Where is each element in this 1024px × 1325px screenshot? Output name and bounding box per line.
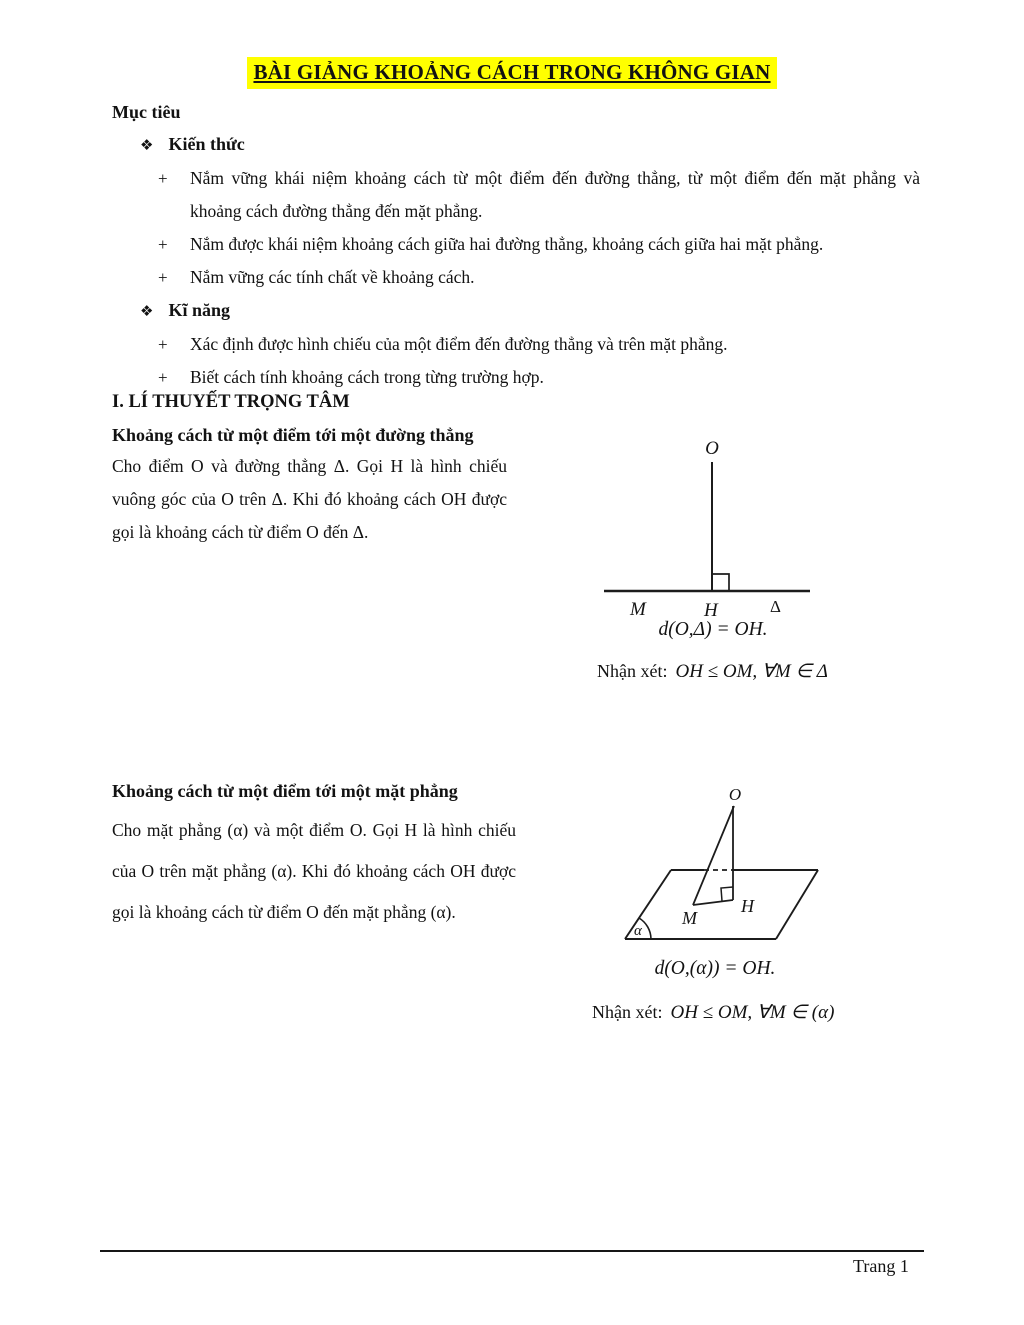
point-label-M: M [630,599,646,620]
section1-body: Cho điểm O và đường thẳng Δ. Gọi H là hình chiếu vuông góc của O trên Δ. Khi đó khoảng cách OH được gọi là khoảng cách từ điểm O đến Δ. [112,456,507,542]
point-to-plane-figure [598,776,846,968]
footer-divider [100,1250,924,1252]
objectives-heading: Mục tiêu [112,102,181,122]
diagram-point-to-line [588,430,828,627]
point-label-M: M [682,908,697,928]
right-angle-marker [721,887,733,901]
section1-title: Khoảng cách từ một điểm tới một đường thẳng [112,425,474,445]
list-item-text: Nắm vững khái niệm khoảng cách từ một điểm đến đường thẳng, từ một điểm đến mặt phẳng và khoảng cách đường thẳng đến mặt phẳng. [190,168,920,221]
plane-label-alpha: α [634,923,642,939]
point-label-O: O [705,438,719,459]
right-angle-marker [712,574,729,591]
list-item-text: Biết cách tính khoảng cách trong từng trường hợp. [190,367,544,387]
point-label-H: H [704,600,718,621]
point-label-H: H [741,896,754,916]
diamond-bullet-icon: ❖ [140,136,154,154]
note-label: Nhận xét: [597,661,668,681]
theory-heading: I. LÍ THUYẾT TRỌNG TÂM [112,392,350,412]
plus-marker: + [158,268,168,287]
plus-marker: + [158,368,168,387]
point-to-line-figure [588,430,828,622]
group-title-label: Kĩ năng [168,300,230,320]
formula-distance-point-line: d(O,Δ) = OH. [658,619,768,640]
list-item-text: Nắm được khái niệm khoảng cách giữa hai đường thẳng, khoảng cách giữa hai mặt phẳng. [190,234,824,254]
note-math: OH ≤ OM, ∀M ∈ (α) [670,1002,835,1023]
page-title: BÀI GIẢNG KHOẢNG CÁCH TRONG KHÔNG GIAN [247,57,776,89]
list-item [140,162,920,228]
objective-group-title [140,128,920,162]
section2-title: Khoảng cách từ một điểm tới một mặt phẳng [112,781,458,801]
line-label-delta: Δ [770,597,781,616]
objectives-list [140,128,920,394]
point-label-O: O [728,785,742,804]
list-item [140,328,920,361]
title-band [0,57,1024,89]
group-title-label: Kiến thức [168,134,245,154]
list-item [140,228,920,261]
note-label: Nhận xét: [592,1002,663,1022]
segment-MH [693,900,733,905]
plus-marker: + [158,335,168,354]
page-number: Trang 1 [853,1256,909,1276]
formula-distance-point-plane: d(O,(α)) = OH. [654,958,776,979]
segment-OM [693,806,734,905]
diamond-bullet-icon: ❖ [140,302,154,320]
diagram-point-to-plane [598,776,846,973]
note-point-line [597,660,828,683]
section2-body: Cho mặt phẳng (α) và một điểm O. Gọi H là hình chiếu của O trên mặt phẳng (α). Khi đó khoảng cách OH được gọi là khoảng cách từ điểm O đến mặt phẳng (α). [112,820,516,922]
plus-marker: + [158,169,168,188]
list-item [140,261,920,294]
note-math: OH ≤ OM, ∀M ∈ Δ [675,661,828,682]
plus-marker: + [158,235,168,254]
list-item-text: Xác định được hình chiếu của một điểm đến đường thẳng và trên mặt phẳng. [190,334,728,354]
note-point-plane [592,1001,834,1024]
objective-group-title [140,294,920,328]
plane-right-edge [776,870,818,939]
list-item-text: Nắm vững các tính chất về khoảng cách. [190,267,475,287]
